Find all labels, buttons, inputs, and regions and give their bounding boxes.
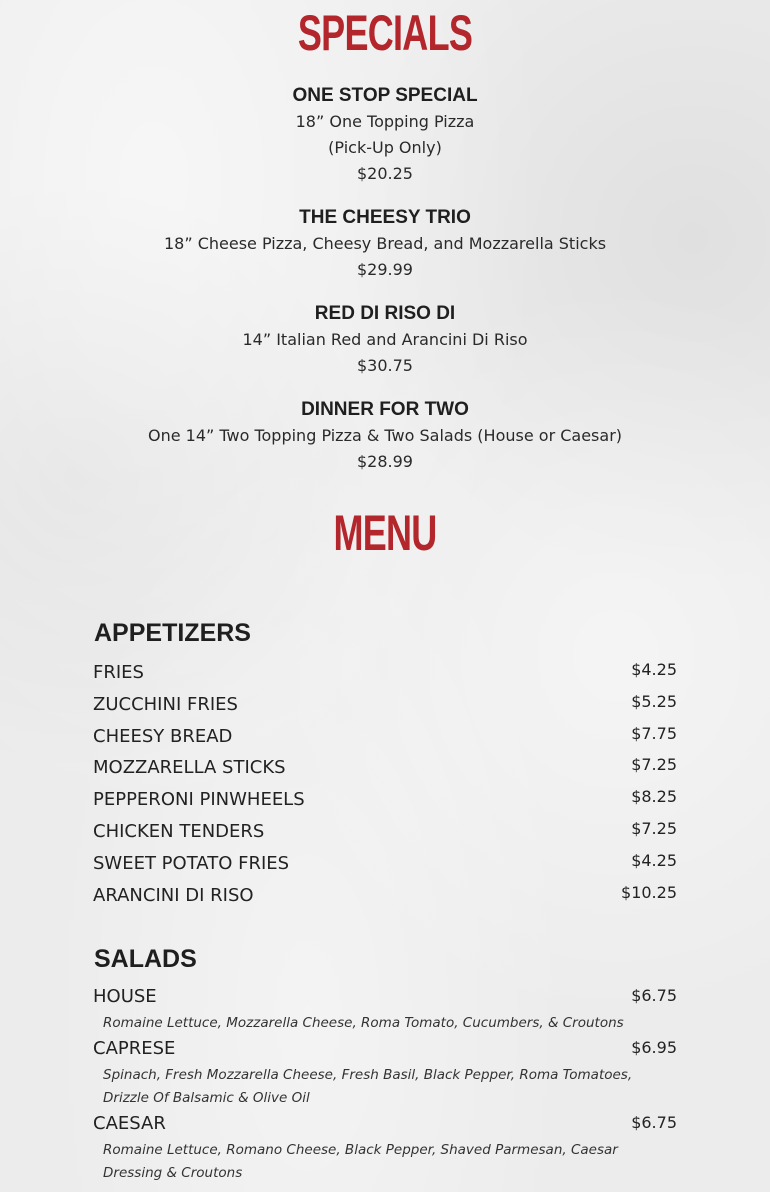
special-price: $30.75 xyxy=(357,356,413,375)
item-price: $7.75 xyxy=(631,723,677,743)
item-name: CHEESY BREAD xyxy=(93,725,233,747)
menu-item xyxy=(93,724,677,756)
item-description: Romaine Lettuce, Romano Cheese, Black Pepper, Shaved Parmesan, Caesar Dressing & Croutons xyxy=(103,1142,618,1181)
special-description: 18” One Topping Pizza xyxy=(295,112,475,131)
special-title: ONE STOP SPECIAL xyxy=(292,85,478,106)
section-title: SALADS xyxy=(94,945,197,973)
menu-item xyxy=(93,851,677,883)
menu-item xyxy=(93,755,677,787)
special-price: $28.99 xyxy=(357,452,413,471)
special-description: 14” Italian Red and Arancini Di Riso xyxy=(242,330,528,349)
item-price: $6.95 xyxy=(631,1038,677,1057)
salad-item-caprese xyxy=(93,1038,677,1110)
menu-item xyxy=(93,660,677,692)
special-price: $20.25 xyxy=(357,164,413,183)
special-price: $29.99 xyxy=(357,260,413,279)
menu-heading: MENU xyxy=(333,505,437,561)
special-description: (Pick-Up Only) xyxy=(328,138,442,157)
special-title: RED DI RISO DI xyxy=(314,303,456,324)
item-name: FRIES xyxy=(93,662,144,683)
item-price: $8.25 xyxy=(631,787,677,807)
salads-section xyxy=(93,944,677,1185)
appetizers-section xyxy=(93,618,677,914)
item-price: $10.25 xyxy=(621,882,677,902)
item-name: PEPPERONI PINWHEELS xyxy=(93,789,305,811)
item-price: $6.75 xyxy=(631,986,677,1005)
item-name: ARANCINI DI RISO xyxy=(93,884,254,906)
special-item-dinner-for-two xyxy=(0,397,770,475)
special-description: One 14” Two Topping Pizza & Two Salads (House or Caesar) xyxy=(147,426,623,445)
item-name: ZUCCHINI FRIES xyxy=(93,693,238,715)
salad-item-house xyxy=(93,986,677,1035)
salad-item-caesar xyxy=(93,1113,677,1185)
item-price: $7.25 xyxy=(631,755,677,775)
item-price: $4.25 xyxy=(631,850,677,870)
item-name: MOZZARELLA STICKS xyxy=(93,757,286,779)
item-name: HOUSE xyxy=(93,986,157,1007)
item-name: SWEET POTATO FRIES xyxy=(93,852,290,874)
item-price: $7.25 xyxy=(631,818,677,838)
special-item-cheesy-trio xyxy=(0,205,770,283)
special-description: 18” Cheese Pizza, Cheesy Bread, and Mozzarella Sticks xyxy=(163,234,607,253)
special-title: DINNER FOR TWO xyxy=(301,399,469,420)
item-price: $6.75 xyxy=(631,1113,677,1132)
menu-item xyxy=(93,787,677,819)
item-price: $4.25 xyxy=(631,660,677,679)
specials-heading: SPECIALS xyxy=(297,5,473,61)
special-item-red-di-riso xyxy=(0,301,770,379)
item-name: CAESAR xyxy=(93,1113,166,1134)
special-title: THE CHEESY TRIO xyxy=(299,207,471,228)
item-description: Romaine Lettuce, Mozzarella Cheese, Roma Tomato, Cucumbers, & Croutons xyxy=(103,1015,624,1031)
item-name: CAPRESE xyxy=(93,1038,176,1059)
section-title: APPETIZERS xyxy=(94,619,251,647)
menu-item xyxy=(93,883,677,915)
menu-item xyxy=(93,819,677,851)
item-price: $5.25 xyxy=(631,691,677,711)
special-item-one-stop xyxy=(0,83,770,187)
item-description: Spinach, Fresh Mozzarella Cheese, Fresh Basil, Black Pepper, Roma Tomatoes, Drizzle Of Balsamic & Olive Oil xyxy=(103,1067,633,1106)
menu-item xyxy=(93,692,677,724)
item-name: CHICKEN TENDERS xyxy=(93,820,265,842)
